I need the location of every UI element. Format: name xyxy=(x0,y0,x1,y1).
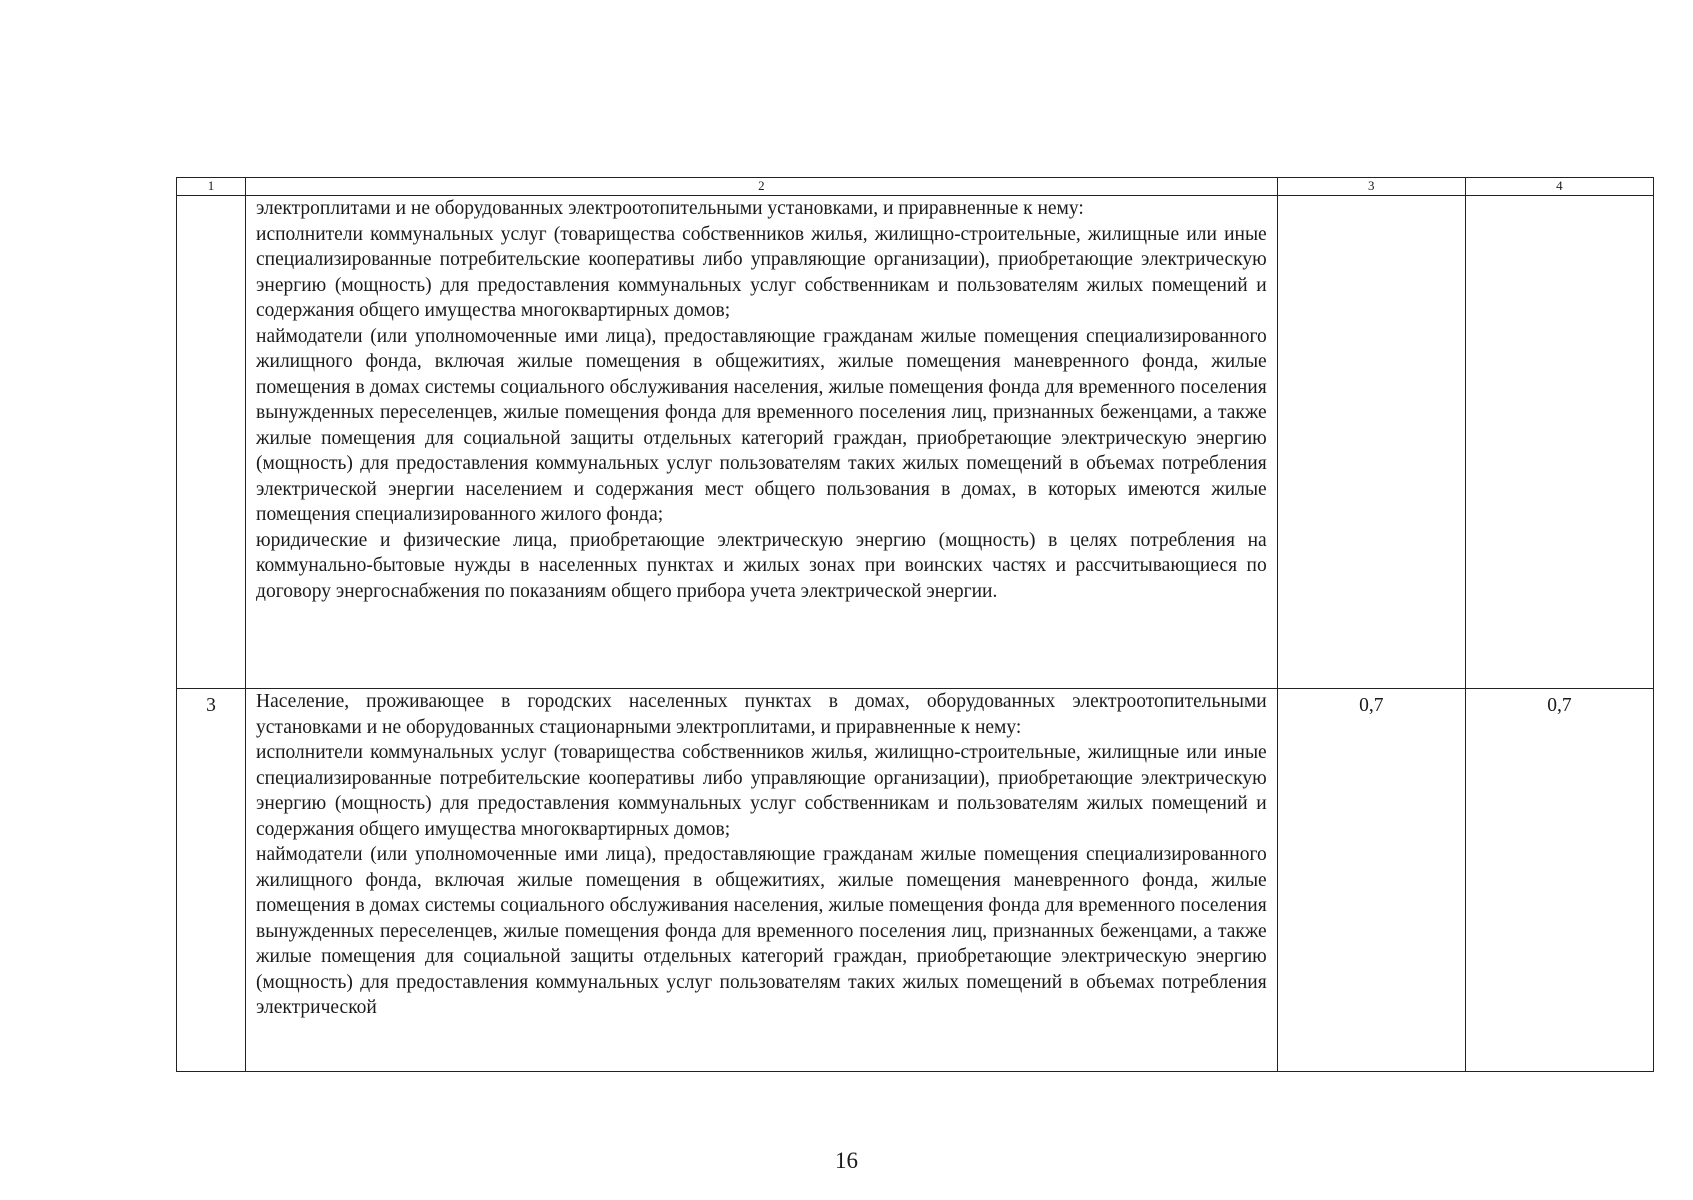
paragraph: юридические и физические лица, приобретающие электрическую энергию (мощность) в целях потребления на коммунально-бытовые нужды в населенных пунктах и жилых зонах при воинских частях и рассчитывающиеся по договору энергоснабжения по показаниям общего прибора учета электрической энергии. xyxy=(256,529,1267,602)
coefficient-cell-col3 xyxy=(1277,196,1465,689)
coefficient-cell-col3: 0,7 xyxy=(1277,689,1465,1072)
table-row xyxy=(177,689,1654,1072)
paragraph: исполнители коммунальных услуг (товарищества собственников жилья, жилищно-строительные, жилищные или иные специализированные потребительские кооперативы либо управляющие организации), приобретающие электрическую энергию (мощность) для предоставления коммунальных услуг собственникам и пользователям жилых помещений и содержания общего имущества многоквартирных домов; xyxy=(256,742,1267,840)
consumer-category-text xyxy=(246,689,1278,1072)
header-cell-2: 2 xyxy=(246,178,1278,196)
header-cell-4: 4 xyxy=(1465,178,1653,196)
paragraph: наймодатели (или уполномоченные ими лица), предоставляющие гражданам жилые помещения специализированного жилищного фонда, включая жилые помещения в общежитиях, жилые помещения маневренного фонда, жилые помещения в домах системы социального обслуживания населения, жилые помещения фонда для временного поселения вынужденных переселенцев, жилые помещения фонда для временного поселения лиц, признанных беженцами, а также жилые помещения для социальной защиты отдельных категорий граждан, приобретающие электрическую энергию (мощность) для предоставления коммунальных услуг пользователям таких жилых помещений в объемах потребления электрической энергии населением и содержания мест общего пользования в домах, в которых имеются жилые помещения специализированного жилого фонда; xyxy=(256,325,1267,525)
row-number: 3 xyxy=(177,689,246,1072)
consumer-category-text xyxy=(246,196,1278,689)
table-row xyxy=(177,196,1654,689)
paragraph: электроплитами и не оборудованных электроотопительными установками, и приравненные к нему: xyxy=(256,198,1084,219)
header-cell-1: 1 xyxy=(177,178,246,196)
coefficient-cell-col4: 0,7 xyxy=(1465,689,1653,1072)
table-header-row xyxy=(177,178,1654,196)
paragraph: исполнители коммунальных услуг (товарищества собственников жилья, жилищно-строительные, жилищные или иные специализированные потребительские кооперативы либо управляющие организации), приобретающие электрическую энергию (мощность) для предоставления коммунальных услуг собственникам и пользователям жилых помещений и содержания общего имущества многоквартирных домов; xyxy=(256,223,1267,321)
page-number: 16 xyxy=(835,1148,858,1173)
tariff-table xyxy=(176,177,1654,1072)
header-cell-3: 3 xyxy=(1277,178,1465,196)
paragraph: наймодатели (или уполномоченные ими лица), предоставляющие гражданам жилые помещения специализированного жилищного фонда, включая жилые помещения в общежитиях, жилые помещения маневренного фонда, жилые помещения в домах системы социального обслуживания населения, жилые помещения фонда для временного поселения вынужденных переселенцев, жилые помещения фонда для временного поселения лиц, признанных беженцами, а также жилые помещения для социальной защиты отдельных категорий граждан, приобретающие электрическую энергию (мощность) для предоставления коммунальных услуг пользователям таких жилых помещений в объемах потребления электрической xyxy=(256,844,1267,1018)
coefficient-cell-col4 xyxy=(1465,196,1653,689)
row-number xyxy=(177,196,246,689)
paragraph: Население, проживающее в городских населенных пунктах в домах, оборудованных электроотопительными установками и не оборудованных стационарными электроплитами, и приравненные к нему: xyxy=(256,691,1267,738)
